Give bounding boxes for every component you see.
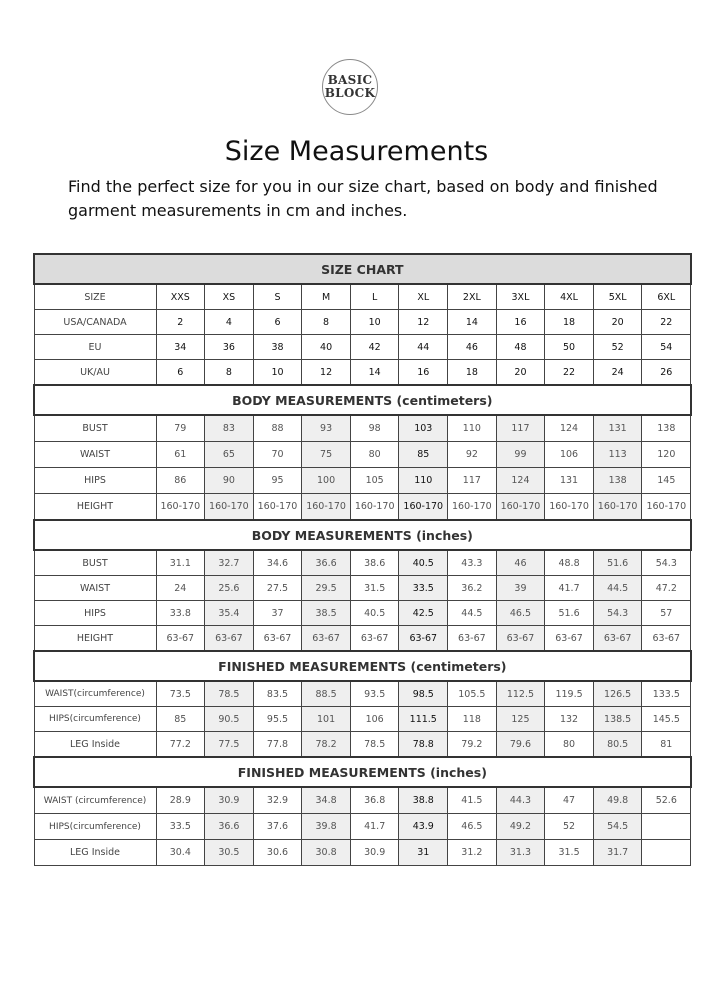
table-cell: 99 bbox=[496, 442, 545, 468]
table-cell: 47.2 bbox=[642, 576, 691, 601]
table-row bbox=[34, 360, 691, 386]
table-cell: 85 bbox=[156, 707, 205, 732]
table-cell: 78.5 bbox=[205, 681, 254, 707]
table-cell: 31.1 bbox=[156, 550, 205, 576]
table-cell: 77.5 bbox=[205, 732, 254, 758]
table-cell: 47 bbox=[545, 787, 594, 814]
table-cell: 83.5 bbox=[253, 681, 302, 707]
table-cell: 31.5 bbox=[545, 840, 594, 866]
table-row bbox=[34, 310, 691, 335]
row-label: HIPS(circumference) bbox=[34, 707, 156, 732]
table-cell: 2XL bbox=[448, 284, 497, 310]
table-cell: 36.2 bbox=[448, 576, 497, 601]
table-cell: 30.9 bbox=[350, 840, 399, 866]
table-cell: 105 bbox=[350, 468, 399, 494]
table-row bbox=[34, 814, 691, 840]
table-cell: 63-67 bbox=[350, 626, 399, 652]
table-cell: 14 bbox=[350, 360, 399, 386]
table-cell: 8 bbox=[205, 360, 254, 386]
table-row bbox=[34, 787, 691, 814]
table-cell: 61 bbox=[156, 442, 205, 468]
table-cell: 3XL bbox=[496, 284, 545, 310]
table-cell: 160-170 bbox=[642, 494, 691, 521]
row-label: BUST bbox=[34, 550, 156, 576]
table-cell: 90.5 bbox=[205, 707, 254, 732]
table-cell: 120 bbox=[642, 442, 691, 468]
row-label: EU bbox=[34, 335, 156, 360]
table-cell: 4XL bbox=[545, 284, 594, 310]
table-cell: 63-67 bbox=[496, 626, 545, 652]
table-row bbox=[34, 335, 691, 360]
table-cell: 160-170 bbox=[350, 494, 399, 521]
table-cell: 138 bbox=[593, 468, 642, 494]
table-cell: 52.6 bbox=[642, 787, 691, 814]
table-cell: XS bbox=[205, 284, 254, 310]
table-cell: 46 bbox=[496, 550, 545, 576]
table-cell: 20 bbox=[496, 360, 545, 386]
table-cell: L bbox=[350, 284, 399, 310]
table-cell: 80 bbox=[350, 442, 399, 468]
table-cell: 44.5 bbox=[448, 601, 497, 626]
table-cell: 41.7 bbox=[350, 814, 399, 840]
table-row bbox=[34, 550, 691, 576]
table-cell: 5XL bbox=[593, 284, 642, 310]
table-cell: 81 bbox=[642, 732, 691, 758]
table-cell: 49.8 bbox=[593, 787, 642, 814]
table-cell: 160-170 bbox=[253, 494, 302, 521]
table-cell: 42.5 bbox=[399, 601, 448, 626]
table-cell: 42 bbox=[350, 335, 399, 360]
table-cell: 16 bbox=[399, 360, 448, 386]
table-cell: 124 bbox=[545, 415, 594, 442]
table-row bbox=[34, 442, 691, 468]
table-cell: 8 bbox=[302, 310, 351, 335]
table-cell: 36.6 bbox=[205, 814, 254, 840]
table-row bbox=[34, 576, 691, 601]
table-cell: 38.5 bbox=[302, 601, 351, 626]
table-cell: 30.9 bbox=[205, 787, 254, 814]
row-label: WAIST bbox=[34, 442, 156, 468]
table-cell: 49.2 bbox=[496, 814, 545, 840]
table-cell: 10 bbox=[350, 310, 399, 335]
table-cell: 14 bbox=[448, 310, 497, 335]
table-cell: 24 bbox=[156, 576, 205, 601]
section-header-row bbox=[34, 520, 691, 550]
table-cell: 79.2 bbox=[448, 732, 497, 758]
table-cell: XL bbox=[399, 284, 448, 310]
table-cell: 133.5 bbox=[642, 681, 691, 707]
table-cell: 113 bbox=[593, 442, 642, 468]
row-label: SIZE bbox=[34, 284, 156, 310]
row-label: WAIST (circumference) bbox=[34, 787, 156, 814]
table-row bbox=[34, 468, 691, 494]
table-cell: 88 bbox=[253, 415, 302, 442]
table-cell: 95 bbox=[253, 468, 302, 494]
table-cell: 46.5 bbox=[448, 814, 497, 840]
row-label: UK/AU bbox=[34, 360, 156, 386]
table-cell: 18 bbox=[545, 310, 594, 335]
row-label: HEIGHT bbox=[34, 626, 156, 652]
table-row bbox=[34, 707, 691, 732]
table-cell: 160-170 bbox=[399, 494, 448, 521]
table-cell: 117 bbox=[496, 415, 545, 442]
table-cell: 25.6 bbox=[205, 576, 254, 601]
section-title: FINISHED MEASUREMENTS (centimeters) bbox=[34, 651, 691, 681]
table-cell: 46.5 bbox=[496, 601, 545, 626]
table-cell: 80.5 bbox=[593, 732, 642, 758]
table-cell: 63-67 bbox=[253, 626, 302, 652]
table-cell: 92 bbox=[448, 442, 497, 468]
table-cell: 75 bbox=[302, 442, 351, 468]
table-row bbox=[34, 494, 691, 521]
table-cell: 119.5 bbox=[545, 681, 594, 707]
table-row bbox=[34, 732, 691, 758]
table-row bbox=[34, 415, 691, 442]
table-cell: 65 bbox=[205, 442, 254, 468]
table-cell: 22 bbox=[545, 360, 594, 386]
table-cell: 48 bbox=[496, 335, 545, 360]
table-cell: 106 bbox=[350, 707, 399, 732]
table-cell bbox=[642, 814, 691, 840]
table-cell: 138 bbox=[642, 415, 691, 442]
table-cell: 131 bbox=[545, 468, 594, 494]
table-cell: 40.5 bbox=[350, 601, 399, 626]
table-cell: 34 bbox=[156, 335, 205, 360]
row-label: USA/CANADA bbox=[34, 310, 156, 335]
table-cell: 48.8 bbox=[545, 550, 594, 576]
table-cell: 118 bbox=[448, 707, 497, 732]
table-cell: 41.5 bbox=[448, 787, 497, 814]
table-cell: 54.5 bbox=[593, 814, 642, 840]
table-cell: 126.5 bbox=[593, 681, 642, 707]
row-label: BUST bbox=[34, 415, 156, 442]
table-cell: 6 bbox=[253, 310, 302, 335]
table-cell: 20 bbox=[593, 310, 642, 335]
table-cell: 138.5 bbox=[593, 707, 642, 732]
table-cell: 63-67 bbox=[593, 626, 642, 652]
table-cell: 106 bbox=[545, 442, 594, 468]
table-cell: 112.5 bbox=[496, 681, 545, 707]
table-cell: 31.2 bbox=[448, 840, 497, 866]
table-cell: 44.5 bbox=[593, 576, 642, 601]
row-label: LEG Inside bbox=[34, 732, 156, 758]
table-cell: 50 bbox=[545, 335, 594, 360]
table-cell: 110 bbox=[448, 415, 497, 442]
table-cell: 38 bbox=[253, 335, 302, 360]
page-title: Size Measurements bbox=[224, 136, 489, 167]
table-cell: 39 bbox=[496, 576, 545, 601]
row-label: WAIST bbox=[34, 576, 156, 601]
table-cell: 43.3 bbox=[448, 550, 497, 576]
table-cell: 31.5 bbox=[350, 576, 399, 601]
table-cell: 40.5 bbox=[399, 550, 448, 576]
table-cell: 40 bbox=[302, 335, 351, 360]
section-title: FINISHED MEASUREMENTS (inches) bbox=[34, 757, 691, 787]
table-cell: 98 bbox=[350, 415, 399, 442]
section-header-row bbox=[34, 651, 691, 681]
logo-line-3: BLOCK bbox=[324, 86, 376, 100]
table-cell: 6 bbox=[156, 360, 205, 386]
table-row bbox=[34, 840, 691, 866]
table-cell: 88.5 bbox=[302, 681, 351, 707]
table-cell: 145.5 bbox=[642, 707, 691, 732]
table-cell: 103 bbox=[399, 415, 448, 442]
table-cell: 6XL bbox=[642, 284, 691, 310]
table-cell: 86 bbox=[156, 468, 205, 494]
table-cell: 132 bbox=[545, 707, 594, 732]
table-cell: 30.4 bbox=[156, 840, 205, 866]
table-cell: 30.6 bbox=[253, 840, 302, 866]
table-cell: 98.5 bbox=[399, 681, 448, 707]
logo-line-1: BASIC bbox=[327, 73, 373, 87]
table-cell: 93.5 bbox=[350, 681, 399, 707]
table-cell: 43.9 bbox=[399, 814, 448, 840]
row-label: HIPS(circumference) bbox=[34, 814, 156, 840]
table-cell: 36.8 bbox=[350, 787, 399, 814]
table-row bbox=[34, 284, 691, 310]
table-cell: S bbox=[253, 284, 302, 310]
table-cell: 33.5 bbox=[156, 814, 205, 840]
size-chart-table bbox=[33, 253, 692, 866]
table-cell: 27.5 bbox=[253, 576, 302, 601]
table-cell: 10 bbox=[253, 360, 302, 386]
table-cell: 44 bbox=[399, 335, 448, 360]
table-cell: 78.8 bbox=[399, 732, 448, 758]
table-cell: 160-170 bbox=[496, 494, 545, 521]
table-cell: 4 bbox=[205, 310, 254, 335]
table-cell: 22 bbox=[642, 310, 691, 335]
table-cell: 93 bbox=[302, 415, 351, 442]
table-cell: 111.5 bbox=[399, 707, 448, 732]
table-cell: 131 bbox=[593, 415, 642, 442]
table-cell: 51.6 bbox=[593, 550, 642, 576]
table-cell: 57 bbox=[642, 601, 691, 626]
table-cell: 117 bbox=[448, 468, 497, 494]
table-cell: 28.9 bbox=[156, 787, 205, 814]
table-cell: 83 bbox=[205, 415, 254, 442]
table-cell: 33.5 bbox=[399, 576, 448, 601]
table-cell: 26 bbox=[642, 360, 691, 386]
table-cell: M bbox=[302, 284, 351, 310]
table-cell: 38.8 bbox=[399, 787, 448, 814]
table-cell: 33.8 bbox=[156, 601, 205, 626]
row-label: LEG Inside bbox=[34, 840, 156, 866]
table-cell: 160-170 bbox=[448, 494, 497, 521]
table-cell: 160-170 bbox=[593, 494, 642, 521]
table-cell: 39.8 bbox=[302, 814, 351, 840]
table-cell: 31.7 bbox=[593, 840, 642, 866]
table-cell: 70 bbox=[253, 442, 302, 468]
table-cell: 63-67 bbox=[545, 626, 594, 652]
row-label: HEIGHT bbox=[34, 494, 156, 521]
table-cell: 125 bbox=[496, 707, 545, 732]
row-label: WAIST(circumference) bbox=[34, 681, 156, 707]
table-cell: 29.5 bbox=[302, 576, 351, 601]
table-cell: 30.5 bbox=[205, 840, 254, 866]
table-cell: 34.6 bbox=[253, 550, 302, 576]
table-cell: 101 bbox=[302, 707, 351, 732]
table-cell: 79.6 bbox=[496, 732, 545, 758]
table-cell: 100 bbox=[302, 468, 351, 494]
table-cell: 35.4 bbox=[205, 601, 254, 626]
table-cell: 54.3 bbox=[593, 601, 642, 626]
section-header-row bbox=[34, 254, 691, 284]
table-cell: 160-170 bbox=[205, 494, 254, 521]
table-cell: 52 bbox=[593, 335, 642, 360]
section-header-row bbox=[34, 385, 691, 415]
table-cell: 2 bbox=[156, 310, 205, 335]
table-cell: 77.8 bbox=[253, 732, 302, 758]
table-cell: 44.3 bbox=[496, 787, 545, 814]
table-cell: 12 bbox=[302, 360, 351, 386]
section-title: SIZE CHART bbox=[34, 254, 691, 284]
table-cell: 54.3 bbox=[642, 550, 691, 576]
table-cell: 51.6 bbox=[545, 601, 594, 626]
table-cell: 37 bbox=[253, 601, 302, 626]
table-cell: 31 bbox=[399, 840, 448, 866]
table-cell: 63-67 bbox=[448, 626, 497, 652]
table-cell: 160-170 bbox=[302, 494, 351, 521]
table-cell: 36 bbox=[205, 335, 254, 360]
table-cell: 31.3 bbox=[496, 840, 545, 866]
table-cell: 52 bbox=[545, 814, 594, 840]
table-cell: 105.5 bbox=[448, 681, 497, 707]
table-cell: 90 bbox=[205, 468, 254, 494]
table-cell: 63-67 bbox=[399, 626, 448, 652]
table-cell: 124 bbox=[496, 468, 545, 494]
table-cell: 78.5 bbox=[350, 732, 399, 758]
table-cell: 80 bbox=[545, 732, 594, 758]
row-label: HIPS bbox=[34, 468, 156, 494]
row-label: HIPS bbox=[34, 601, 156, 626]
table-cell: 73.5 bbox=[156, 681, 205, 707]
table-cell: 79 bbox=[156, 415, 205, 442]
table-cell: 160-170 bbox=[156, 494, 205, 521]
brand-logo bbox=[322, 59, 378, 115]
table-cell: 12 bbox=[399, 310, 448, 335]
table-cell bbox=[642, 840, 691, 866]
table-row bbox=[34, 626, 691, 652]
table-row bbox=[34, 681, 691, 707]
table-row bbox=[34, 601, 691, 626]
table-cell: 110 bbox=[399, 468, 448, 494]
table-cell: 37.6 bbox=[253, 814, 302, 840]
section-header-row bbox=[34, 757, 691, 787]
table-cell: 32.9 bbox=[253, 787, 302, 814]
table-cell: 32.7 bbox=[205, 550, 254, 576]
table-cell: 16 bbox=[496, 310, 545, 335]
table-cell: 85 bbox=[399, 442, 448, 468]
table-cell: 63-67 bbox=[642, 626, 691, 652]
table-cell: 34.8 bbox=[302, 787, 351, 814]
table-cell: 41.7 bbox=[545, 576, 594, 601]
page-description: Find the perfect size for you in our size chart, based on body and finished garment measurements in cm and inches. bbox=[68, 177, 658, 220]
table-cell: 95.5 bbox=[253, 707, 302, 732]
section-title: BODY MEASUREMENTS (inches) bbox=[34, 520, 691, 550]
table-cell: 54 bbox=[642, 335, 691, 360]
table-cell: 18 bbox=[448, 360, 497, 386]
table-cell: 36.6 bbox=[302, 550, 351, 576]
table-cell: 63-67 bbox=[205, 626, 254, 652]
table-cell: 30.8 bbox=[302, 840, 351, 866]
table-cell: 63-67 bbox=[156, 626, 205, 652]
table-cell: XXS bbox=[156, 284, 205, 310]
table-cell: 78.2 bbox=[302, 732, 351, 758]
table-cell: 160-170 bbox=[545, 494, 594, 521]
table-cell: 24 bbox=[593, 360, 642, 386]
table-cell: 46 bbox=[448, 335, 497, 360]
table-cell: 145 bbox=[642, 468, 691, 494]
section-title: BODY MEASUREMENTS (centimeters) bbox=[34, 385, 691, 415]
table-cell: 38.6 bbox=[350, 550, 399, 576]
table-cell: 63-67 bbox=[302, 626, 351, 652]
table-cell: 77.2 bbox=[156, 732, 205, 758]
